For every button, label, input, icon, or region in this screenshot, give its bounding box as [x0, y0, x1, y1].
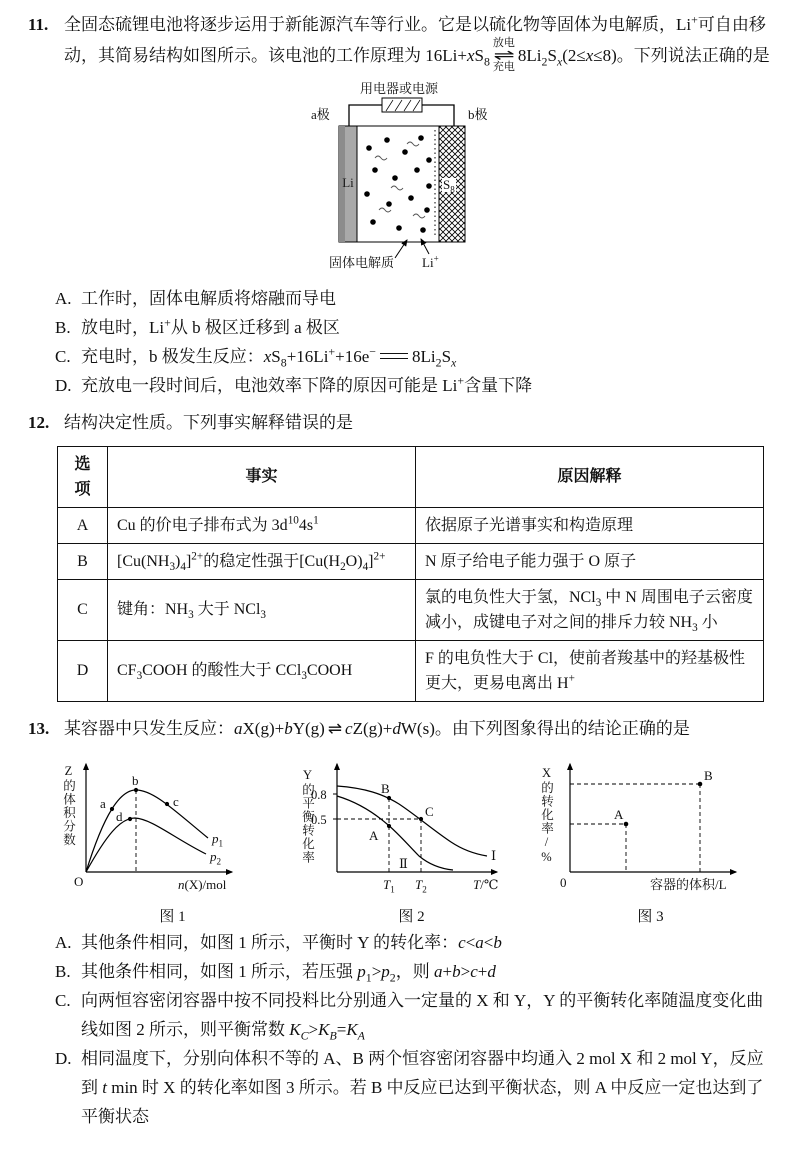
header-option: 选项 — [58, 446, 108, 507]
fig3-origin-label: 0 — [560, 874, 567, 890]
s8-electrode-label: $S_8$ — [443, 176, 455, 195]
fig2-tick-0-8: 0.8 — [311, 787, 327, 802]
question-11 — [28, 10, 770, 400]
row-reason: 依据原子光谱事实和构造原理 — [416, 507, 764, 543]
option-text: 其他条件相同，如图 1 所示，若压强 $p_1>p_2$，则 a+b>c+d — [81, 961, 496, 984]
option-text: 放电时，Li+从 b 极区迁移到 a 极区 — [81, 314, 340, 337]
q12-table-header-row — [58, 446, 764, 507]
figure-3-canvas — [534, 752, 749, 902]
fig2-tick-0-5: 0.5 — [311, 812, 327, 827]
harpoon-arrows-icon: ⇌ — [493, 45, 515, 64]
curve-II — [337, 796, 453, 870]
table-row-C — [58, 579, 764, 640]
option-text: 向两恒容密闭容器中按不同投料比分别通入一定量的 X 和 Y，Y 的平衡转化率随温度变化曲线如图 2 所示，则平衡常数 $K_C>K_B=K_A$ — [81, 990, 764, 1042]
fig1-curve-p2-label: $p_2$ — [210, 848, 222, 867]
option-13-A — [28, 928, 770, 957]
question-11-options — [28, 284, 770, 400]
q12-table — [57, 446, 764, 702]
fig1-point-c-label: c — [173, 793, 179, 809]
figure-2-caption: 图 2 — [398, 908, 425, 925]
question-13-number: 13. — [28, 718, 50, 738]
electrolyte-box — [357, 126, 439, 242]
fig2-point-B-label: B — [381, 780, 390, 796]
q11-stem-text-1: 全固态硫锂电池将逐步运用于新能源汽车等行业。它是以硫化物等固体为电解质，Li+可自由移动，其简易结构如图所示。该电池的工作原理为 $16Li+xS_8$ — [64, 12, 766, 69]
solid-electrolyte-label: 固体电解质 — [329, 254, 395, 270]
figure-2 — [295, 752, 510, 926]
fig1-point-a-label: a — [100, 795, 106, 811]
electrode-a-label: a极 — [311, 106, 330, 122]
row-option: B — [58, 543, 108, 579]
row-fact: Cu 的价电子排布式为 $3d^{10}4s^1$ — [108, 507, 416, 543]
question-13 — [28, 714, 770, 1131]
fig2-x-axis-label: T/℃ — [473, 876, 499, 892]
li-ion-label: Li+ — [422, 253, 439, 270]
question-11-stem — [64, 10, 770, 76]
question-13-options — [28, 928, 770, 1131]
option-label: C. — [55, 990, 71, 1010]
option-11-A — [28, 284, 770, 313]
question-11-number: 11. — [28, 15, 49, 34]
figure-1 — [56, 752, 271, 926]
fig1-curve-p1-label: $p_1$ — [212, 830, 224, 849]
fig1-point-b-label: b — [132, 772, 139, 788]
discharge-label: 放电 — [492, 37, 515, 49]
table-row-D — [58, 640, 764, 701]
fig3-point-B-label: B — [704, 767, 713, 783]
table-row-B — [58, 543, 764, 579]
fig2-curve-I-label: Ⅰ — [491, 847, 497, 863]
q11-stem-text-2: $8Li_2S_x(2\le x\le 8)$。下列说法正确的是 — [517, 46, 770, 69]
fig2-point-C-label: C — [425, 803, 434, 819]
fig2-y-axis-label: Y的平衡转化率 — [300, 767, 315, 864]
charge-label: 充电 — [492, 60, 515, 73]
table-row-A — [58, 507, 764, 543]
fig2-t1-label: $T_1$ — [383, 876, 395, 895]
option-label: A. — [55, 932, 72, 952]
wire-right — [422, 105, 454, 126]
header-fact: 事实 — [108, 446, 416, 507]
option-text: 工作时，固体电解质将熔融而导电 — [81, 288, 336, 308]
option-label: B. — [55, 961, 71, 981]
figure-1-caption: 图 1 — [159, 908, 186, 925]
figure-3 — [534, 752, 749, 926]
figure-3-caption: 图 3 — [637, 908, 664, 925]
device-label: 用电器或电源 — [359, 80, 438, 96]
row-fact: 键角：$NH_3$ 大于 NCl$_3$ — [108, 579, 416, 640]
option-label: C. — [55, 346, 71, 366]
question-13-stem: 某容器中只发生反应：aX(g)+bY(g) ⇌ cZ(g)+dW(s)。由下列图象得出的结论正确的是 — [64, 718, 690, 739]
figure-1-canvas — [56, 752, 271, 902]
fig2-point-A-label: A — [369, 827, 379, 843]
question-12 — [28, 408, 770, 702]
row-option: D — [58, 640, 108, 701]
option-label: A. — [55, 288, 72, 308]
fig2-curve-II-label: Ⅱ — [399, 855, 408, 871]
option-text: 其他条件相同，如图 1 所示，平衡时 Y 的转化率：c<a<b — [81, 932, 502, 952]
header-reason: 原因解释 — [416, 446, 764, 507]
option-11-B — [28, 313, 770, 342]
fig1-origin-label: O — [74, 873, 84, 889]
option-label: D. — [55, 375, 72, 395]
option-13-D — [28, 1044, 770, 1131]
battery-diagram — [269, 82, 529, 282]
option-text: 相同温度下，分别向体积不等的 A、B 两个恒容密闭容器中均通入 2 mol X 和 2 mol Y，反应到 t min 时 X 的转化率如图 3 所示。若 B 中反应已达到平衡状态，则 A 中反应一定也达到了平衡状态 — [81, 1048, 764, 1126]
electrode-b-label: b极 — [468, 106, 488, 122]
reversible-reaction-arrows — [493, 37, 515, 74]
row-option: C — [58, 579, 108, 640]
figure-2-canvas — [295, 752, 510, 902]
battery-diagram-drawing — [269, 82, 529, 282]
option-label: D. — [55, 1048, 72, 1068]
curve-I — [337, 786, 487, 856]
figure-1-plot — [56, 752, 271, 902]
fig2-t2-label: $T_2$ — [415, 876, 427, 895]
option-13-C — [28, 986, 770, 1044]
fig1-point-d-label: d — [116, 808, 123, 824]
fig1-y-axis-label: Z的体积分数 — [61, 763, 76, 847]
fig3-x-axis-label: 容器的体积/L — [650, 876, 727, 892]
fig3-point-A-label: A — [614, 806, 624, 822]
row-reason: 氯的电负性大于氢，NCl$_3$ 中 N 周围电子云密度减小，成键电子对之间的排斥力较 $NH_3$ 小 — [416, 579, 764, 640]
row-reason: F 的电负性大于 Cl，使前者羧基中的羟基极性更大，更易电离出 H+ — [416, 640, 764, 701]
curve-p2 — [86, 818, 206, 872]
fig3-y-axis-label: X的转化率/% — [539, 765, 554, 865]
fig1-x-axis-label: n(X)/mol — [178, 876, 227, 892]
row-fact: $CF_3COOH$ 的酸性大于 CCl$_3$COOH — [108, 640, 416, 701]
option-text: 充放电一段时间后，电池效率下降的原因可能是 Li+含量下降 — [81, 372, 533, 395]
row-fact: $[Cu(NH_3)_4]^{2+}$的稳定性强于$[Cu(H_2O)_4]^{2+}$ — [108, 543, 416, 579]
question-13-figures — [56, 752, 770, 926]
option-text: 充电时，b 极发生反应：$xS_8+16Li^++16e^-$ $8Li_2S_x$ — [81, 343, 457, 369]
li-electrode-label: Li — [342, 174, 354, 190]
wire-left — [349, 105, 382, 126]
option-11-C — [28, 342, 770, 371]
row-option: A — [58, 507, 108, 543]
option-label: B. — [55, 317, 71, 337]
question-12-stem: 结构决定性质。下列事实解释错误的是 — [64, 412, 353, 432]
question-12-number: 12. — [28, 412, 50, 432]
row-reason: N 原子给电子能力强于 O 原子 — [416, 543, 764, 579]
option-13-B — [28, 957, 770, 986]
option-11-D — [28, 371, 770, 400]
